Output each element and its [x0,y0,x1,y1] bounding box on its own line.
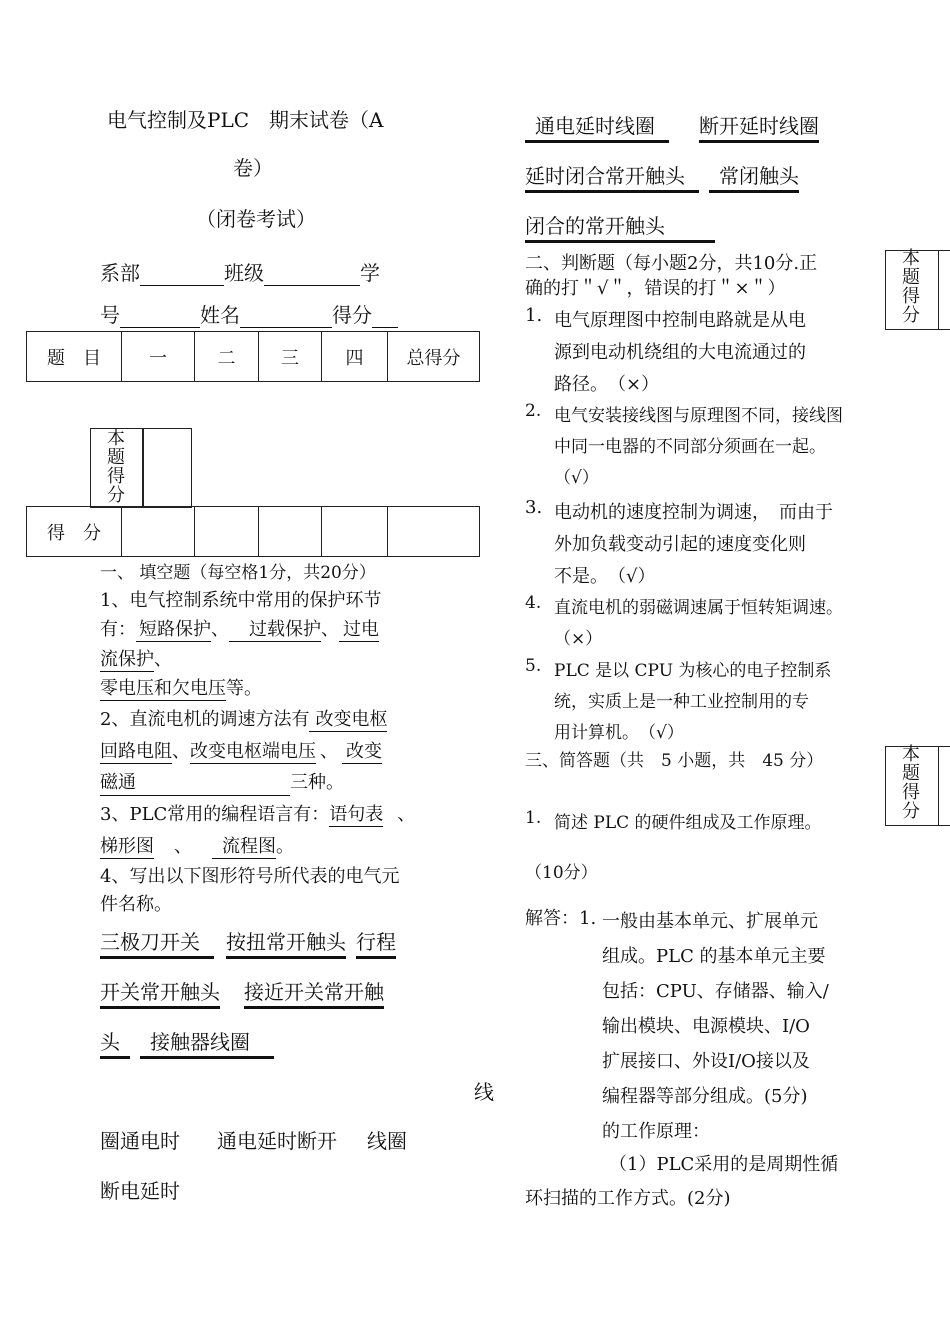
hao-label: 号 [100,303,120,327]
s3-q1-points: （10分） [525,863,598,883]
id-blank [120,307,200,328]
q4-answer-1: 三极刀开关 [100,930,214,959]
q3-line1: 3、PLC常用的编程语言有：语句表 、 [100,804,416,825]
right-answers-line1 [525,110,819,139]
q4-answer-3a: 行程 [356,930,396,959]
q2-answer-1b: 回路电阻 [100,741,172,762]
q4-row2-col1: 断电延时 [100,1179,180,1203]
q4-line2 [100,976,384,1005]
score-blank [372,307,398,328]
right-answers-line3 [525,210,715,239]
score-table-row [26,506,480,557]
q4-line1 [100,926,396,955]
col-header-2: 二 [195,332,259,382]
q4-answer-4b: 头 [100,1030,130,1059]
score-cell-4 [322,507,388,557]
answer-off-delay-coil: 断开延时线圈 [699,114,819,143]
q3-line2: 梯形图 、 流程图。 [100,836,294,857]
judge-item-3: 电动机的速度控制为调速， 而由于 外加负载变动引起的速度变化则 不是。 （√） [554,502,833,587]
answer-point-1a: （1）PLC采用的是周期性循 [609,1154,839,1175]
class-label: 班级 [224,261,264,285]
section3-score-blank [937,746,950,826]
col-header-1: 一 [122,332,195,382]
student-info-line1 [100,257,380,286]
exam-title-line1: 电气控制及PLC 期末试卷（A [107,108,384,132]
judge-item-1-num: 1. [525,305,543,326]
section2-title-1: 二、判断题（每小题2分，共10分.正 [525,253,818,274]
q1-line3: 流保护、 [100,649,172,670]
q1-line4: 零电压和欠电压等。 [100,678,262,699]
q4-answer-5: 接触器线圈 [140,1030,274,1059]
judge-item-4: 直流电机的弱磁调速属于恒转矩调速。 （×） [554,598,843,649]
score-table-header [26,331,480,382]
judge-item-5-num: 5. [525,656,542,676]
col-header-3: 三 [259,332,322,382]
q3-answer-1: 语句表 [329,804,384,825]
row-label-score: 得 分 [27,507,122,557]
section3-score-box [885,746,939,826]
q2-line1: 2、直流电机的调速方法有 改变电枢 [100,709,388,730]
q1-answer-3b: 流保护 [100,649,154,670]
q2-answer-2: 改变电枢端电压 [190,741,316,762]
judge-item-5: PLC 是以 CPU 为核心的电子控制系 统，实质上是一种工业控制用的专 用计算机。 （√） [554,661,832,743]
q4-line3 [100,1026,274,1055]
section1-title: 一、 填空题（每空格1分，共20分） [100,563,376,583]
section-score-box [90,428,144,508]
q1-answer-1: 短路保护 [136,619,211,642]
q4-answer-3b: 开关常开触头 [100,980,220,1009]
section3-title: 三、简答题（共 5 小题，共 45 分） [525,751,824,771]
q4-row1-col2: 通电延时断开 [217,1129,337,1153]
section-score-blank [142,428,192,508]
judge-item-1: 电气原理图中控制电路就是从电 源到电动机绕组的大电流通过的 路径。 （×） [554,310,806,395]
answer-nc-contact: 常闭触头 [709,164,799,193]
s3-q1-num: 1. [525,808,542,828]
q2-answer-1a: 改变电枢 [309,709,387,732]
q2-answer-3b: 磁通 [100,768,290,796]
score-label: 得分 [332,303,372,327]
q1-answer-4: 零电压和欠电压 [100,678,226,699]
answer-closed-no-contact: 闭合的常开触头 [525,214,715,243]
exam-subtitle: （闭卷考试） [196,207,316,231]
q3-answer-2: 梯形图 [100,836,154,857]
section2-score-blank [937,250,950,330]
xue-label: 学 [360,261,380,285]
dept-label: 系部 [100,261,140,285]
q4-xian-text: 线 [474,1080,494,1104]
right-answers-line2 [525,160,799,189]
score-cell-1 [122,507,195,557]
student-info-line2 [100,299,398,328]
section2-score-label: 本 题 得 分 [902,248,920,326]
q2-line3: 磁通 三种。 [100,768,344,796]
q4-row1-col1: 圈通电时 [100,1129,180,1153]
q1-answer-2: 过载保护 [229,619,321,642]
name-blank [240,307,332,328]
col-header-4: 四 [322,332,388,382]
q4-answer-4a: 接近开关常开触 [244,980,384,1009]
judge-item-2: 电气安装接线图与原理图不同，接线图 中同一电器的不同部分须画在一起。 （√） [554,406,843,488]
class-blank [264,265,360,286]
answer-body: 一般由基本单元、扩展单元 组成。PLC 的基本单元主要 包括：CPU、存储器、输入/ 输出模块、电源模块、I/O 扩展接口、外设I/O接以及 编程器等部分组成。(5分) 的工作原理： [602,911,829,1142]
col-header-topic: 题 目 [27,332,122,382]
q4-row1-col3: 线圈 [367,1129,407,1153]
score-cell-total [388,507,480,557]
q1-answers-line: 有： 短路保护、 过载保护、 过电 [100,619,379,640]
score-cell-3 [259,507,322,557]
q2-answer-3a: 改变 [342,741,382,764]
answer-point-1b: 环扫描的工作方式。(2分) [525,1188,731,1209]
q4-answer-2: 按扭常开触头 [226,930,346,959]
q4-text-2: 件名称。 [100,894,172,915]
answer-label: 解答：1. [525,908,597,929]
exam-title-line2: 卷） [233,156,273,180]
section2-score-box [885,250,939,330]
judge-item-3-num: 3. [525,497,543,518]
name-label: 姓名 [200,303,240,327]
section-score-label: 本 题 得 分 [107,428,125,506]
s3-q1-text: 简述 PLC 的硬件组成及工作原理。 [554,813,822,833]
q1-text: 1、电气控制系统中常用的保护环节 [100,590,382,611]
q3-answer-3: 流程图 [212,836,276,859]
dept-blank [140,265,224,286]
judge-item-4-num: 4. [525,593,542,613]
q2-line2: 回路电阻、改变电枢端电压 、 改变 [100,741,382,762]
col-header-total: 总得分 [388,332,480,382]
section2-title-2: 确的打＂√＂，错误的打＂×＂） [525,278,786,299]
score-cell-2 [195,507,259,557]
section3-score-label: 本 题 得 分 [902,744,920,822]
q1-answer-3a: 过电 [339,619,379,642]
answer-delay-no-contact: 延时闭合常开触头 [525,164,699,193]
judge-item-2-num: 2. [525,401,542,421]
answer-on-delay-coil: 通电延时线圈 [525,114,669,143]
q4-text-1: 4、写出以下图形符号所代表的电气元 [100,866,400,887]
